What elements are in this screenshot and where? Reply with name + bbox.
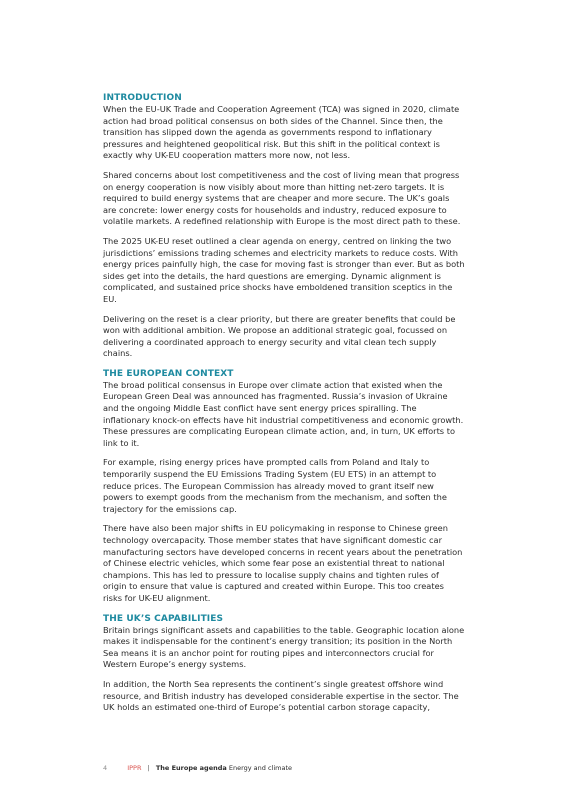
paragraph: The 2025 UK-EU reset outlined a clear agenda on energy, centred on linking the two jurisdictions’ emissions trading schemes and electricity markets to reduce costs. With energy prices painfully high, the case for moving fast is stronger than ever. But as both sides get into the details, the hard questions are emerging. Dynamic alignment is complicated, and sustained price shocks have emboldened transition sceptics in the EU. bbox=[103, 235, 465, 304]
publisher-brand: IPPR bbox=[127, 764, 142, 772]
section-uk-capabilities bbox=[103, 613, 465, 714]
paragraph: In addition, the North Sea represents the continent’s single greatest offshore wind resource, and British industry has developed considerable expertise in the sector. The UK holds an estimated one-third of Europe’s potential carbon storage capacity, bbox=[103, 678, 459, 713]
page-number: 4 bbox=[103, 764, 108, 772]
report-title: The Europe agenda bbox=[155, 764, 227, 772]
paragraph: The broad political consensus in Europe over climate action that existed when the European Green Deal was announced has fragmented. Russia’s invasion of Ukraine and the ongoing Middle East conflict have sent energy prices spiralling. The inflationary knock-on effects have hit industrial competitiveness and economic growth. These pressures are complicating European climate action, and, in turn, UK efforts to link to it. bbox=[103, 379, 464, 448]
paragraph: Britain brings significant assets and capabilities to the table. Geographic location alone makes it indispensable for the continent’s energy transition; its position in the North Sea means it is an anchor point for routing pipes and interconnectors crucial for Western Europe’s energy systems. bbox=[103, 624, 465, 670]
page-footer bbox=[103, 764, 292, 773]
footer-separator: | bbox=[147, 764, 150, 772]
section-heading: INTRODUCTION bbox=[103, 93, 182, 103]
report-subtitle: Energy and climate bbox=[228, 764, 293, 772]
section-european-context bbox=[103, 368, 465, 605]
paragraph: There have also been major shifts in EU policymaking in response to Chinese green technology overcapacity. Those member states that have significant domestic car manufacturing sectors have developed concerns in recent years about the penetration of Chinese electric vehicles, which some fear pose an existential threat to national champions. This has led to pressure to localise supply chains and tighten rules of origin to ensure that value is captured and created within Europe. This too creates risks for UK-EU alignment. bbox=[103, 523, 463, 603]
section-heading: THE EUROPEAN CONTEXT bbox=[103, 368, 234, 379]
paragraph: Shared concerns about lost competitiveness and the cost of living mean that progress on energy cooperation is now visibly about more than hitting net-zero targets. It is required to build energy systems that are cheaper and more secure. The UK’s goals are concrete: lower energy costs for households and industry, reduced exposure to volatile markets. A redefined relationship with Europe is the most direct path to these. bbox=[103, 169, 461, 227]
section-heading: THE UK’S CAPABILITIES bbox=[103, 613, 224, 624]
document-body bbox=[103, 92, 465, 722]
paragraph: Delivering on the reset is a clear priority, but there are greater benefits that could be won with additional ambition. We propose an additional strategic goal, focussed on delivering a coordinated approach to energy security and vital clean tech supply chains. bbox=[103, 313, 456, 359]
paragraph: For example, rising energy prices have prompted calls from Poland and Italy to temporarily suspend the EU Emissions Trading System (EU ETS) in an attempt to reduce prices. The European Commission has already moved to grant itself new powers to exempt goods from the mechanism from the mechanism, and soften the trajectory for the emissions cap. bbox=[103, 457, 447, 514]
section-introduction bbox=[103, 92, 465, 360]
paragraph: When the EU-UK Trade and Cooperation Agreement (TCA) was signed in 2020, climate action had broad political consensus on both sides of the Channel. Since then, the transition has slipped down the agenda as governments respond to inflationary pressures and heightened geopolitical risk. But this shift in the political context is exactly why UK-EU cooperation matters more now, not less. bbox=[103, 104, 460, 161]
